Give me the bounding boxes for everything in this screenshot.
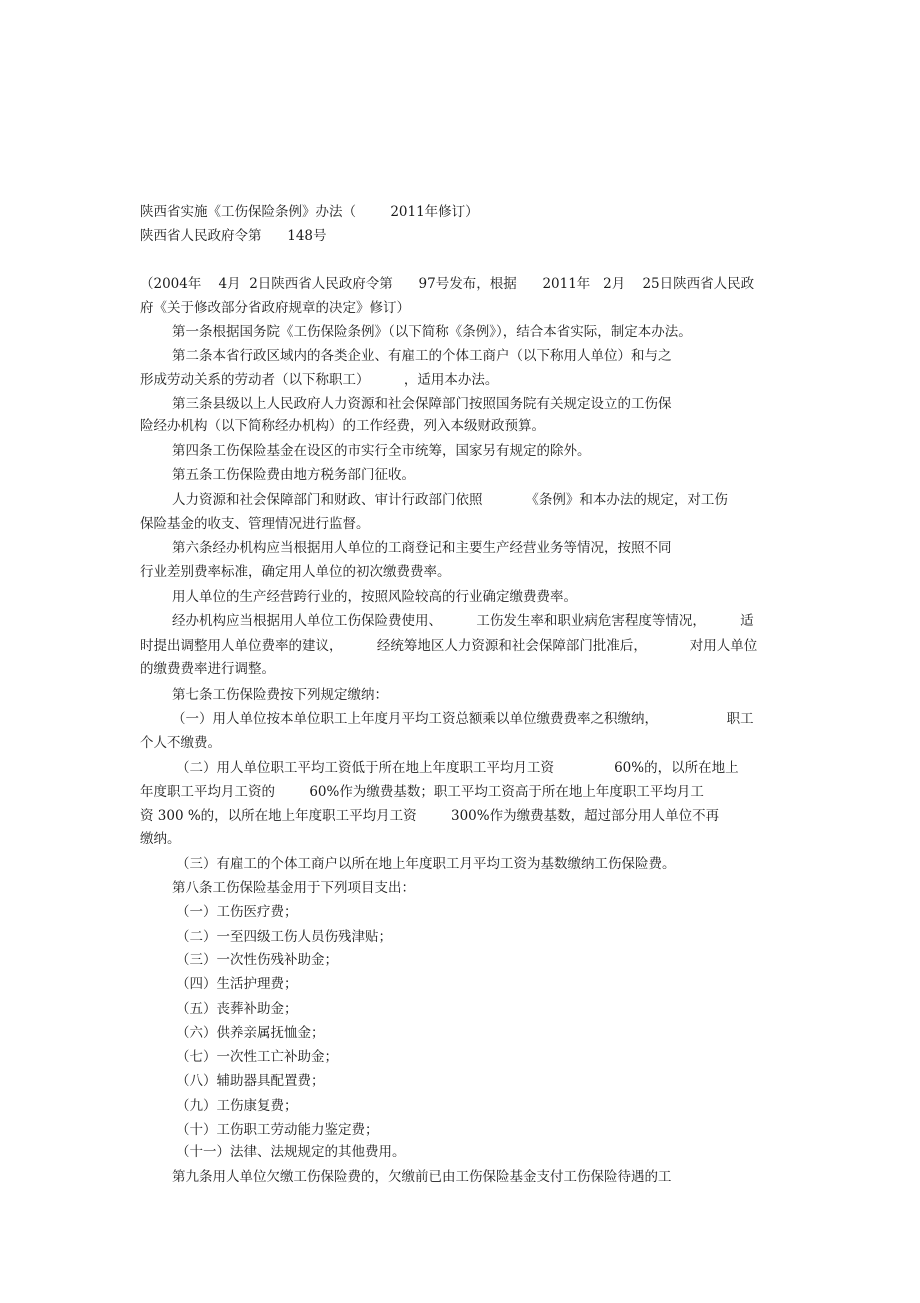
- article-4: 第四条工伤保险基金在设区的市实行全市统筹，国家另有规定的除外。: [172, 443, 591, 459]
- list-item: （九）工伤康复费；: [176, 1098, 298, 1114]
- list-item: （二）一至四级工伤人员伤残津贴；: [176, 929, 392, 945]
- text-line: 险经办机构（以下简称经办机构）的工作经费，列入本级财政预算。: [140, 418, 545, 434]
- article-3: 第三条县级以上人民政府人力资源和社会保障部门按照国务院有关规定设立的工伤保: [172, 396, 672, 412]
- list-item: （五）丧葬补助金；: [176, 1001, 298, 1017]
- list-item: （一）用人单位按本单位职工上年度月平均工资总额乘以单位缴费费率之积缴纳， 职工: [172, 711, 754, 727]
- text-line: 的缴费费率进行调整。: [140, 661, 275, 677]
- text-line: 人力资源和社会保障部门和财政、审计行政部门依照 《条例》和本办法的规定，对工伤: [172, 492, 728, 508]
- article-6: 第六条经办机构应当根据用人单位的工商登记和主要生产经营业务等情况，按照不同: [172, 540, 672, 556]
- text-line: 经办机构应当根据用人单位工伤保险费使用、 工伤发生率和职业病危害程度等情况， 适: [172, 613, 754, 629]
- article-1: 第一条根据国务院《工伤保险条例》（以下简称《条例》），结合本省实际，制定本办法。: [172, 324, 692, 340]
- decree-number: 陕西省人民政府令第 148号: [140, 228, 327, 244]
- text-line: 资 300 %的，以所在地上年度职工平均月工资 300%作为缴费基数，超过部分用人单位不再: [140, 808, 720, 824]
- article-9: 第九条用人单位欠缴工伤保险费的，欠缴前已由工伤保险基金支付工伤保险待遇的工: [172, 1169, 672, 1185]
- article-8: 第八条工伤保险基金用于下列项目支出：: [172, 880, 415, 896]
- article-7: 第七条工伤保险费按下列规定缴纳：: [172, 687, 388, 703]
- list-item: （三）一次性伤残补助金；: [176, 952, 338, 968]
- text-line: 缴纳。: [140, 831, 181, 847]
- list-item: （一）工伤医疗费；: [176, 904, 298, 920]
- article-2: 第二条本省行政区域内的各类企业、有雇工的个体工商户（以下称用人单位）和与之: [172, 348, 672, 364]
- list-item: （七）一次性工亡补助金；: [176, 1049, 338, 1065]
- text-line: 形成劳动关系的劳动者（以下称职工） ，适用本办法。: [140, 372, 499, 388]
- list-item: （十一）法律、法规规定的其他费用。: [176, 1144, 406, 1160]
- list-item: （六）供养亲属抚恤金；: [176, 1025, 325, 1041]
- list-item: （四）生活护理费；: [176, 976, 298, 992]
- text-line: 保险基金的收支、管理情况进行监督。: [140, 516, 370, 532]
- article-5: 第五条工伤保险费由地方税务部门征收。: [172, 467, 415, 483]
- list-item: （二）用人单位职工平均工资低于所在地上年度职工平均月工资 60%的，以所在地上: [176, 760, 739, 776]
- text-line: 个人不缴费。: [140, 735, 221, 751]
- list-item: （十）工伤职工劳动能力鉴定费；: [176, 1122, 379, 1138]
- list-item: （八）辅助器具配置费；: [176, 1073, 325, 1089]
- text-line: 行业差别费率标准，确定用人单位的初次缴费费率。: [140, 564, 451, 580]
- text-line: （2004年 4月 2日陕西省人民政府令第 97号发布，根据 2011年 2月 25日陕西省人民政: [140, 276, 755, 292]
- text-line: 用人单位的生产经营跨行业的，按照风险较高的行业确定缴费费率。: [172, 589, 577, 605]
- text-line: 府《关于修改部分省政府规章的决定》修订）: [140, 300, 410, 316]
- list-item: （三）有雇工的个体工商户以所在地上年度职工月平均工资为基数缴纳工伤保险费。: [176, 856, 676, 872]
- text-line: 时提出调整用人单位费率的建议， 经统筹地区人力资源和社会保障部门批准后， 对用人单位: [140, 638, 758, 654]
- text-line: 年度职工平均月工资的 60%作为缴费基数；职工平均工资高于所在地上年度职工平均月工: [140, 784, 704, 800]
- document-title: 陕西省实施《工伤保险条例》办法（ 2011年修订）: [140, 204, 479, 220]
